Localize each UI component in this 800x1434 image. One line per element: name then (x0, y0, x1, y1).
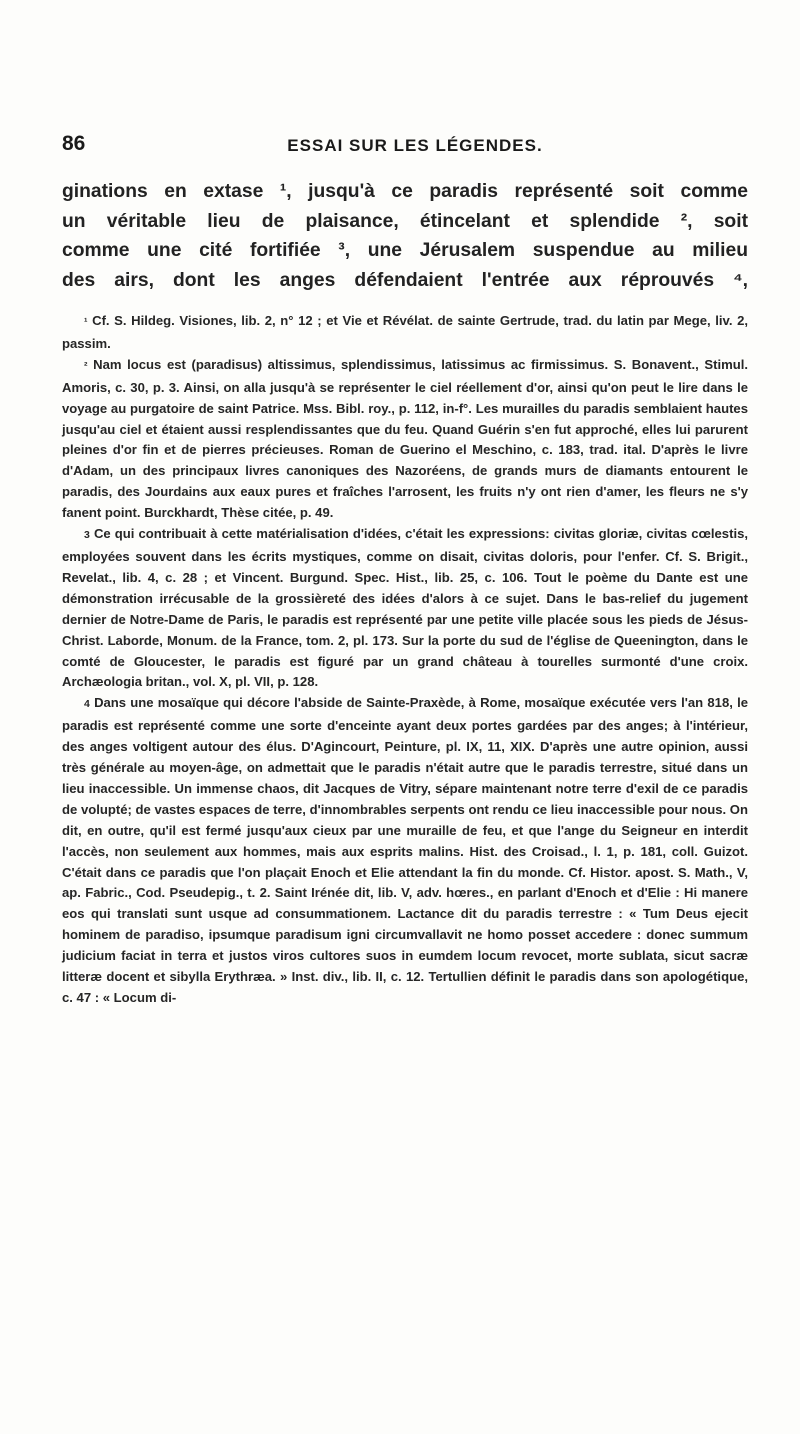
main-text-line: ginations en extase ¹, jusqu'à ce paradis représenté soit comme (62, 181, 748, 202)
footnote-3 (62, 524, 748, 693)
footnote-2 (62, 355, 748, 524)
footnote-marker: 3 (84, 530, 90, 542)
running-title: ESSAI SUR LES LÉGENDES. (287, 136, 543, 155)
main-text-line: des airs, dont les anges défendaient l'entrée aux réprouvés ⁴, (62, 269, 748, 291)
main-text-line: comme une cité fortifiée ³, une Jérusalem suspendue au milieu (62, 240, 748, 261)
footnote-1 (62, 311, 748, 355)
footnote-marker: ² (84, 360, 88, 372)
footnote-4 (62, 693, 748, 1009)
footnote-text: Ce qui contribuait à cette matérialisation d'idées, c'était les expressions: civitas gloriæ, civitas cœlestis, employées souvent dans les écrits mystiques, comme on disait, civitas doloris, pour l'enfer. Cf. S. Brigit., Revelat., lib. 4, c. 28 ; et Vincent. Burgund. Spec. Hist., lib. 25, c. 106. Tout le poème du Dante est une démonstration irrécusable de la grossièreté des idées d'alors à ce sujet. Dans le bas-relief du jugement dernier de Notre-Dame de Paris, le paradis est représenté par une petite ville placée sous les pieds de Jésus-Christ. Laborde, Monum. de la France, tom. 2, pl. 173. Sur la porte du sud de l'église de Queenington, dans le comté de Gloucester, le paradis est figuré par un grand château à tourelles surmonté d'une croix. Archæologia britan., vol. X, pl. VII, p. 128. (62, 526, 748, 690)
footnotes (62, 311, 748, 1009)
page-number: 86 (62, 132, 86, 155)
footnote-marker: ¹ (84, 317, 88, 328)
main-text-line: un véritable lieu de plaisance, étincelant et splendide ², soit (62, 210, 748, 232)
footnote-text: Nam locus est (paradisus) altissimus, splendissimus, latissimus ac firmissimus. S. Bonavent., Stimul. Amoris, c. 30, p. 3. Ainsi, on alla jusqu'à se représenter le ciel réellement d'or, ainsi qu'on peut le lire dans le voyage au purgatoire de saint Patrice. Mss. Bibl. roy., p. 112, in-f°. Les murailles du paradis semblaient hautes jusqu'au ciel et étaient aussi resplendissantes que du feu. Quand Guérin s'en fut approché, elles lui parurent pleines d'or fin et de pierres précieuses. Roman de Guerino el Meschino, c. 183, trad. ital. D'après le livre d'Adam, un des principaux livres canoniques des Nazoréens, de grands murs de diamants entourent le paradis, des Jourdains aux eaux pures et fraîches l'arrosent, les fruits n'y ont rien d'amer, les fleurs ne s'y fanent point. Burckhardt, Thèse citée, p. 49. (62, 356, 748, 521)
main-text (62, 177, 748, 295)
footnote-text: Dans une mosaïque qui décore l'abside de Sainte-Praxède, à Rome, mosaïque exécutée vers l'an 818, le paradis est représenté comme une sorte d'enceinte ayant deux portes gardées par des anges; à l'intérieur, des anges voltigent autour des élus. D'Agincourt, Peinture, pl. IX, 11, XIX. D'après une autre opinion, aussi très générale au moyen-âge, on admettait que le paradis n'était autre que le paradis terrestre, situé dans un lieu inaccessible. Un immense chaos, dit Jacques de Vitry, sépare maintenant notre terre d'exil de ce paradis de volupté; de vastes espaces de terre, d'innombrables serpents ont rendu ce lieu inaccessible pour nous. On dit, en outre, qu'il est fermé jusqu'aux cieux par une muraille de feu, et que l'ange du Seigneur en interdit l'accès, non seulement aux hommes, mais aux esprits malins. Hist. des Croisad., l. 1, p. 181, coll. Guizot. C'était dans ce paradis que l'on plaçait Enoch et Elie attendant la fin du monde. Cf. Histor. apost. S. Math., V, ap. Fabric., Cod. Pseudepig., t. 2. Saint Irénée dit, lib. V, adv. hœres., en parlant d'Enoch et d'Elie : Hi manere eos qui translati sunt usque ad consummationem. Lactance dit du paradis terrestre : « Tum Deus ejecit hominem de paradiso, ipsumque paradisum igni circumvallavit ne homo posset accedere : donec summum judicium faciat in terra et justos viros cultores suos in eumdem locum revocet, morte sublata, sicut sacræ litteræ docent et sibylla Erythræa. » Inst. div., lib. II, c. 12. Tertullien définit le paradis dans son apologétique, c. 47 : « Locum di- (62, 695, 749, 1005)
page-header (62, 132, 748, 162)
footnote-text: Cf. S. Hildeg. Visiones, lib. 2, n° 12 ; et Vie et Révélat. de sainte Gertrude, trad. du latin par Mege, liv. 2, passim. (62, 313, 748, 351)
footnote-marker: 4 (84, 699, 90, 711)
